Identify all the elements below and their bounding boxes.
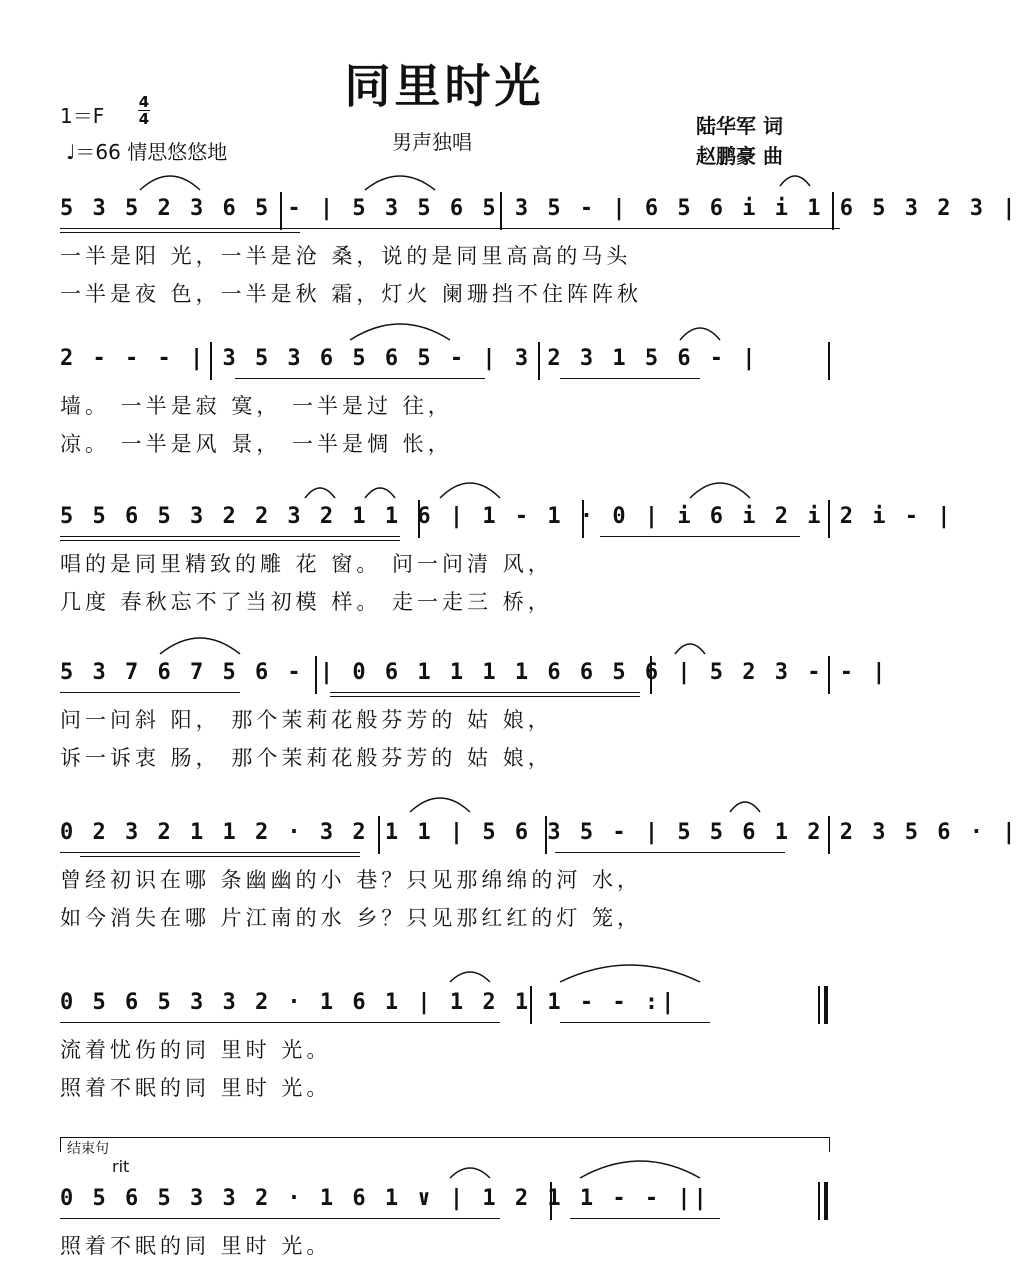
tempo-marking: ♩＝66 情思悠悠地 (66, 140, 228, 164)
bar-line (378, 816, 380, 854)
beam-underline (330, 692, 640, 693)
beam-underline (60, 536, 400, 537)
bar-line (538, 342, 540, 380)
bar-line (418, 500, 420, 538)
beam-underline (330, 696, 640, 697)
beam-underline (560, 1022, 710, 1023)
lyric-verse-1: 一半是阳 光，一半是沧 桑，说的是同里高高的马头 (60, 244, 632, 268)
repeat-bar-line (818, 986, 820, 1024)
jianpu-notes: 0 2 3 2 1 1 2 · 3 2 1 1 | 5 6 3 5 - | 5 5 6 1 2 2 3 5 6 · | (60, 820, 1018, 845)
performance-note: 男声独唱 (392, 130, 472, 154)
time-sig-bottom: 4 (138, 110, 150, 128)
jianpu-notes: 5 3 5 2 3 6 5 - | 5 3 5 6 5 3 5 - | 6 5 6 i i 1 6 5 3 2 3 | (60, 196, 1018, 221)
beam-underline (235, 378, 485, 379)
beam-underline (80, 856, 360, 857)
final-bar-line (818, 1182, 820, 1220)
beam-underline (60, 1022, 500, 1023)
bar-line (828, 342, 830, 380)
lyric-verse-2: 照着不眠的同 里时 光。 (60, 1076, 332, 1100)
beam-underline (600, 536, 800, 537)
bar-line (545, 816, 547, 854)
composer-credit: 赵鹏豪 曲 (696, 144, 783, 168)
bar-line (828, 500, 830, 538)
lyric-verse-2: 几度 春秋忘不了当初模 样。 走一走三 桥， (60, 590, 553, 614)
lyric-ending: 照着不眠的同 里时 光。 (60, 1234, 332, 1258)
beam-underline (570, 1218, 720, 1219)
lyric-verse-1: 流着忧伤的同 里时 光。 (60, 1038, 332, 1062)
bar-line (650, 656, 652, 694)
jianpu-notes: 5 5 6 5 3 2 2 3 2 1 1 6 | 1 - 1 · 0 | i 6 i 2 i 2 i - | (60, 504, 954, 529)
jianpu-notes: 5 3 7 6 7 5 6 - | 0 6 1 1 1 1 6 6 5 6 | 5 2 3 - - | (60, 660, 889, 685)
final-thick-bar (824, 1182, 828, 1220)
bar-line (832, 192, 834, 230)
lyric-verse-1: 唱的是同里精致的雕 花 窗。 问一问清 风， (60, 552, 553, 576)
beam-underline (555, 852, 785, 853)
beam-underline (60, 852, 360, 853)
ending-label: 结束句 (67, 1141, 109, 1157)
jianpu-notes: 2 - - - | 3 5 3 6 5 6 5 - | 3 2 3 1 5 6 - | (60, 346, 759, 371)
beam-underline (560, 378, 700, 379)
time-signature (138, 94, 150, 127)
key-signature: 1＝F (60, 104, 105, 128)
slurs (60, 1156, 840, 1186)
jianpu-notes: 0 5 6 5 3 3 2 · 1 6 1 | 1 2 1 1 - - :| (60, 990, 678, 1015)
lyric-verse-2: 一半是夜 色，一半是秋 霜，灯火 阑珊挡不住阵阵秋 (60, 282, 643, 306)
slurs (60, 790, 840, 820)
lyricist-credit: 陆华军 词 (696, 114, 783, 138)
bar-line (315, 656, 317, 694)
slurs (60, 166, 840, 196)
bar-line (828, 656, 830, 694)
lyric-verse-1: 曾经初识在哪 条幽幽的小 巷？只见那绵绵的河 水， (60, 868, 643, 892)
lyric-verse-2: 凉。 一半是风 景， 一半是惆 怅， (60, 432, 453, 456)
time-sig-top: 4 (138, 93, 150, 111)
ending-bracket (60, 1137, 830, 1157)
bar-line (500, 192, 502, 230)
slurs (60, 316, 840, 346)
slurs (60, 474, 840, 504)
beam-underline (60, 540, 400, 541)
song-title: 同里时光 (344, 59, 545, 113)
beam-underline (60, 228, 840, 229)
bar-line (530, 986, 532, 1024)
beam-underline (60, 232, 300, 233)
ritardando-mark: rit (112, 1157, 130, 1176)
lyric-verse-2: 如今消失在哪 片江南的水 乡？只见那红红的灯 笼， (60, 906, 643, 930)
lyric-verse-1: 问一问斜 阳， 那个茉莉花般芬芳的 姑 娘， (60, 708, 553, 732)
bar-line (210, 342, 212, 380)
bar-line (550, 1182, 552, 1220)
repeat-thick-bar (824, 986, 828, 1024)
beam-underline (60, 692, 240, 693)
bar-line (280, 192, 282, 230)
slurs (60, 960, 840, 990)
lyric-verse-1: 墙。 一半是寂 寞， 一半是过 往， (60, 394, 453, 418)
bar-line (582, 500, 584, 538)
bar-line (828, 816, 830, 854)
slurs (60, 630, 840, 660)
beam-underline (60, 1218, 500, 1219)
jianpu-notes: 0 5 6 5 3 3 2 · 1 6 1 ∨ | 1 2 1 1 - - || (60, 1186, 710, 1211)
lyric-verse-2: 诉一诉衷 肠， 那个茉莉花般芬芳的 姑 娘， (60, 746, 553, 770)
